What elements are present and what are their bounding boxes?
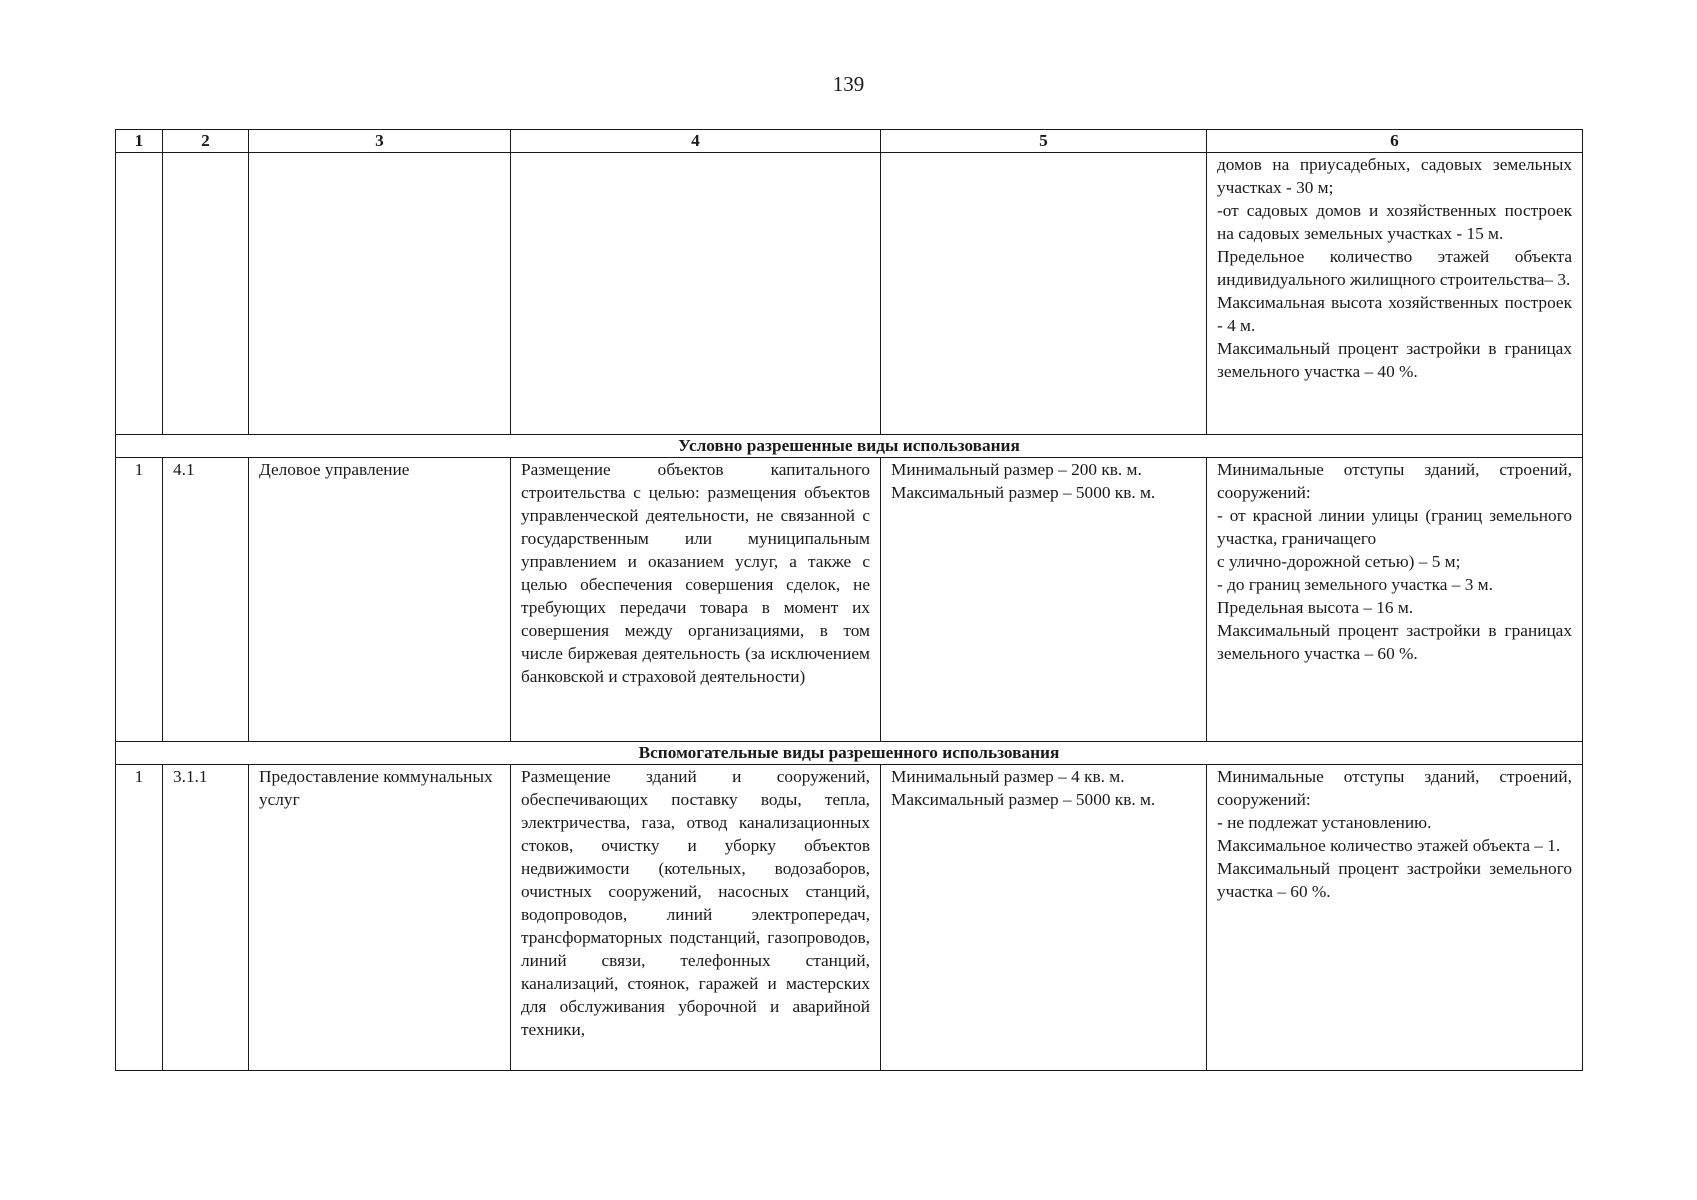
cell-empty: [116, 153, 163, 435]
header-col-4: 4: [511, 130, 881, 153]
param-line: - от красной линии улицы (границ земельного участка, граничащего: [1217, 506, 1572, 548]
table-row-business: [116, 458, 1583, 742]
row-number: 1: [116, 765, 163, 1071]
use-name: Предоставление коммунальных услуг: [249, 765, 511, 1071]
use-name: Деловое управление: [249, 458, 511, 742]
plot-size-max: Максимальный размер – 5000 кв. м.: [891, 790, 1156, 809]
param-line: Максимальный процент застройки земельного участка – 60 %.: [1217, 859, 1572, 901]
use-code: 4.1: [163, 458, 249, 742]
plot-size-min: Минимальный размер – 200 кв. м.: [891, 460, 1142, 479]
param-line: Максимальный процент застройки в границах земельного участка – 40 %.: [1217, 339, 1572, 381]
building-params: [1207, 458, 1583, 742]
use-code: 3.1.1: [163, 765, 249, 1071]
param-line: Максимальная высота хозяйственных построек - 4 м.: [1217, 293, 1572, 335]
cell-empty: [511, 153, 881, 435]
use-description: Размещение зданий и сооружений, обеспечивающих поставку воды, тепла, электричества, газа, отвод канализационных стоков, очистку и уборку объектов недвижимости (котельных, водозаборов, очистных сооружений, насосных станций, водопроводов, линий электропередач, трансформаторных подстанций, газопроводов, линий связи, телефонных станций, канализаций, стоянок, гаражей и мастерских для обслуживания уборочной и аварийной техники,: [511, 765, 881, 1071]
row-number: 1: [116, 458, 163, 742]
cell-empty: [881, 153, 1207, 435]
param-line: - не подлежат установлению.: [1217, 813, 1432, 832]
table-row-utilities: [116, 765, 1583, 1071]
header-row: [116, 130, 1583, 153]
section-title-conditional: Условно разрешенные виды использования: [116, 435, 1583, 458]
param-line: Максимальное количество этажей объекта – 1.: [1217, 836, 1561, 855]
header-col-2: 2: [163, 130, 249, 153]
param-line: - до границ земельного участка – 3 м.: [1217, 575, 1493, 594]
header-col-6: 6: [1207, 130, 1583, 153]
plot-size-min: Минимальный размер – 4 кв. м.: [891, 767, 1125, 786]
plot-size: [881, 458, 1207, 742]
building-params: [1207, 765, 1583, 1071]
cell-empty: [249, 153, 511, 435]
plot-size: [881, 765, 1207, 1071]
header-col-3: 3: [249, 130, 511, 153]
continuation-row: [116, 153, 1583, 435]
header-col-1: 1: [116, 130, 163, 153]
param-line: Предельное количество этажей объекта индивидуального жилищного строительства– 3.: [1217, 247, 1572, 289]
param-line: Максимальный процент застройки в границах земельного участка – 60 %.: [1217, 621, 1572, 663]
section-row-auxiliary: [116, 742, 1583, 765]
header-col-5: 5: [881, 130, 1207, 153]
plot-size-max: Максимальный размер – 5000 кв. м.: [891, 483, 1156, 502]
section-title-auxiliary: Вспомогательные виды разрешенного использования: [116, 742, 1583, 765]
param-line: Предельная высота – 16 м.: [1217, 598, 1414, 617]
param-line: -от садовых домов и хозяйственных построек на садовых земельных участках - 15 м.: [1217, 201, 1572, 243]
section-row-conditional: [116, 435, 1583, 458]
param-line: домов на приусадебных, садовых земельных участках - 30 м;: [1217, 155, 1572, 197]
land-use-regulations-table: [115, 129, 1583, 1071]
param-line: Минимальные отступы зданий, строений, сооружений:: [1217, 460, 1572, 502]
cell-empty: [163, 153, 249, 435]
continuation-params: [1207, 153, 1583, 435]
page-number: 139: [832, 72, 865, 96]
use-description: Размещение объектов капитального строительства с целью: размещения объектов управленческой деятельности, не связанной с государственным или муниципальным управлением и оказанием услуг, а также с целью обеспечения совершения сделок, не требующих передачи товара в момент их совершения между организациями, в том числе биржевая деятельность (за исключением банковской и страховой деятельности): [511, 458, 881, 742]
param-line: Минимальные отступы зданий, строений, сооружений:: [1217, 767, 1572, 809]
param-line: с улично-дорожной сетью) – 5 м;: [1217, 552, 1461, 571]
